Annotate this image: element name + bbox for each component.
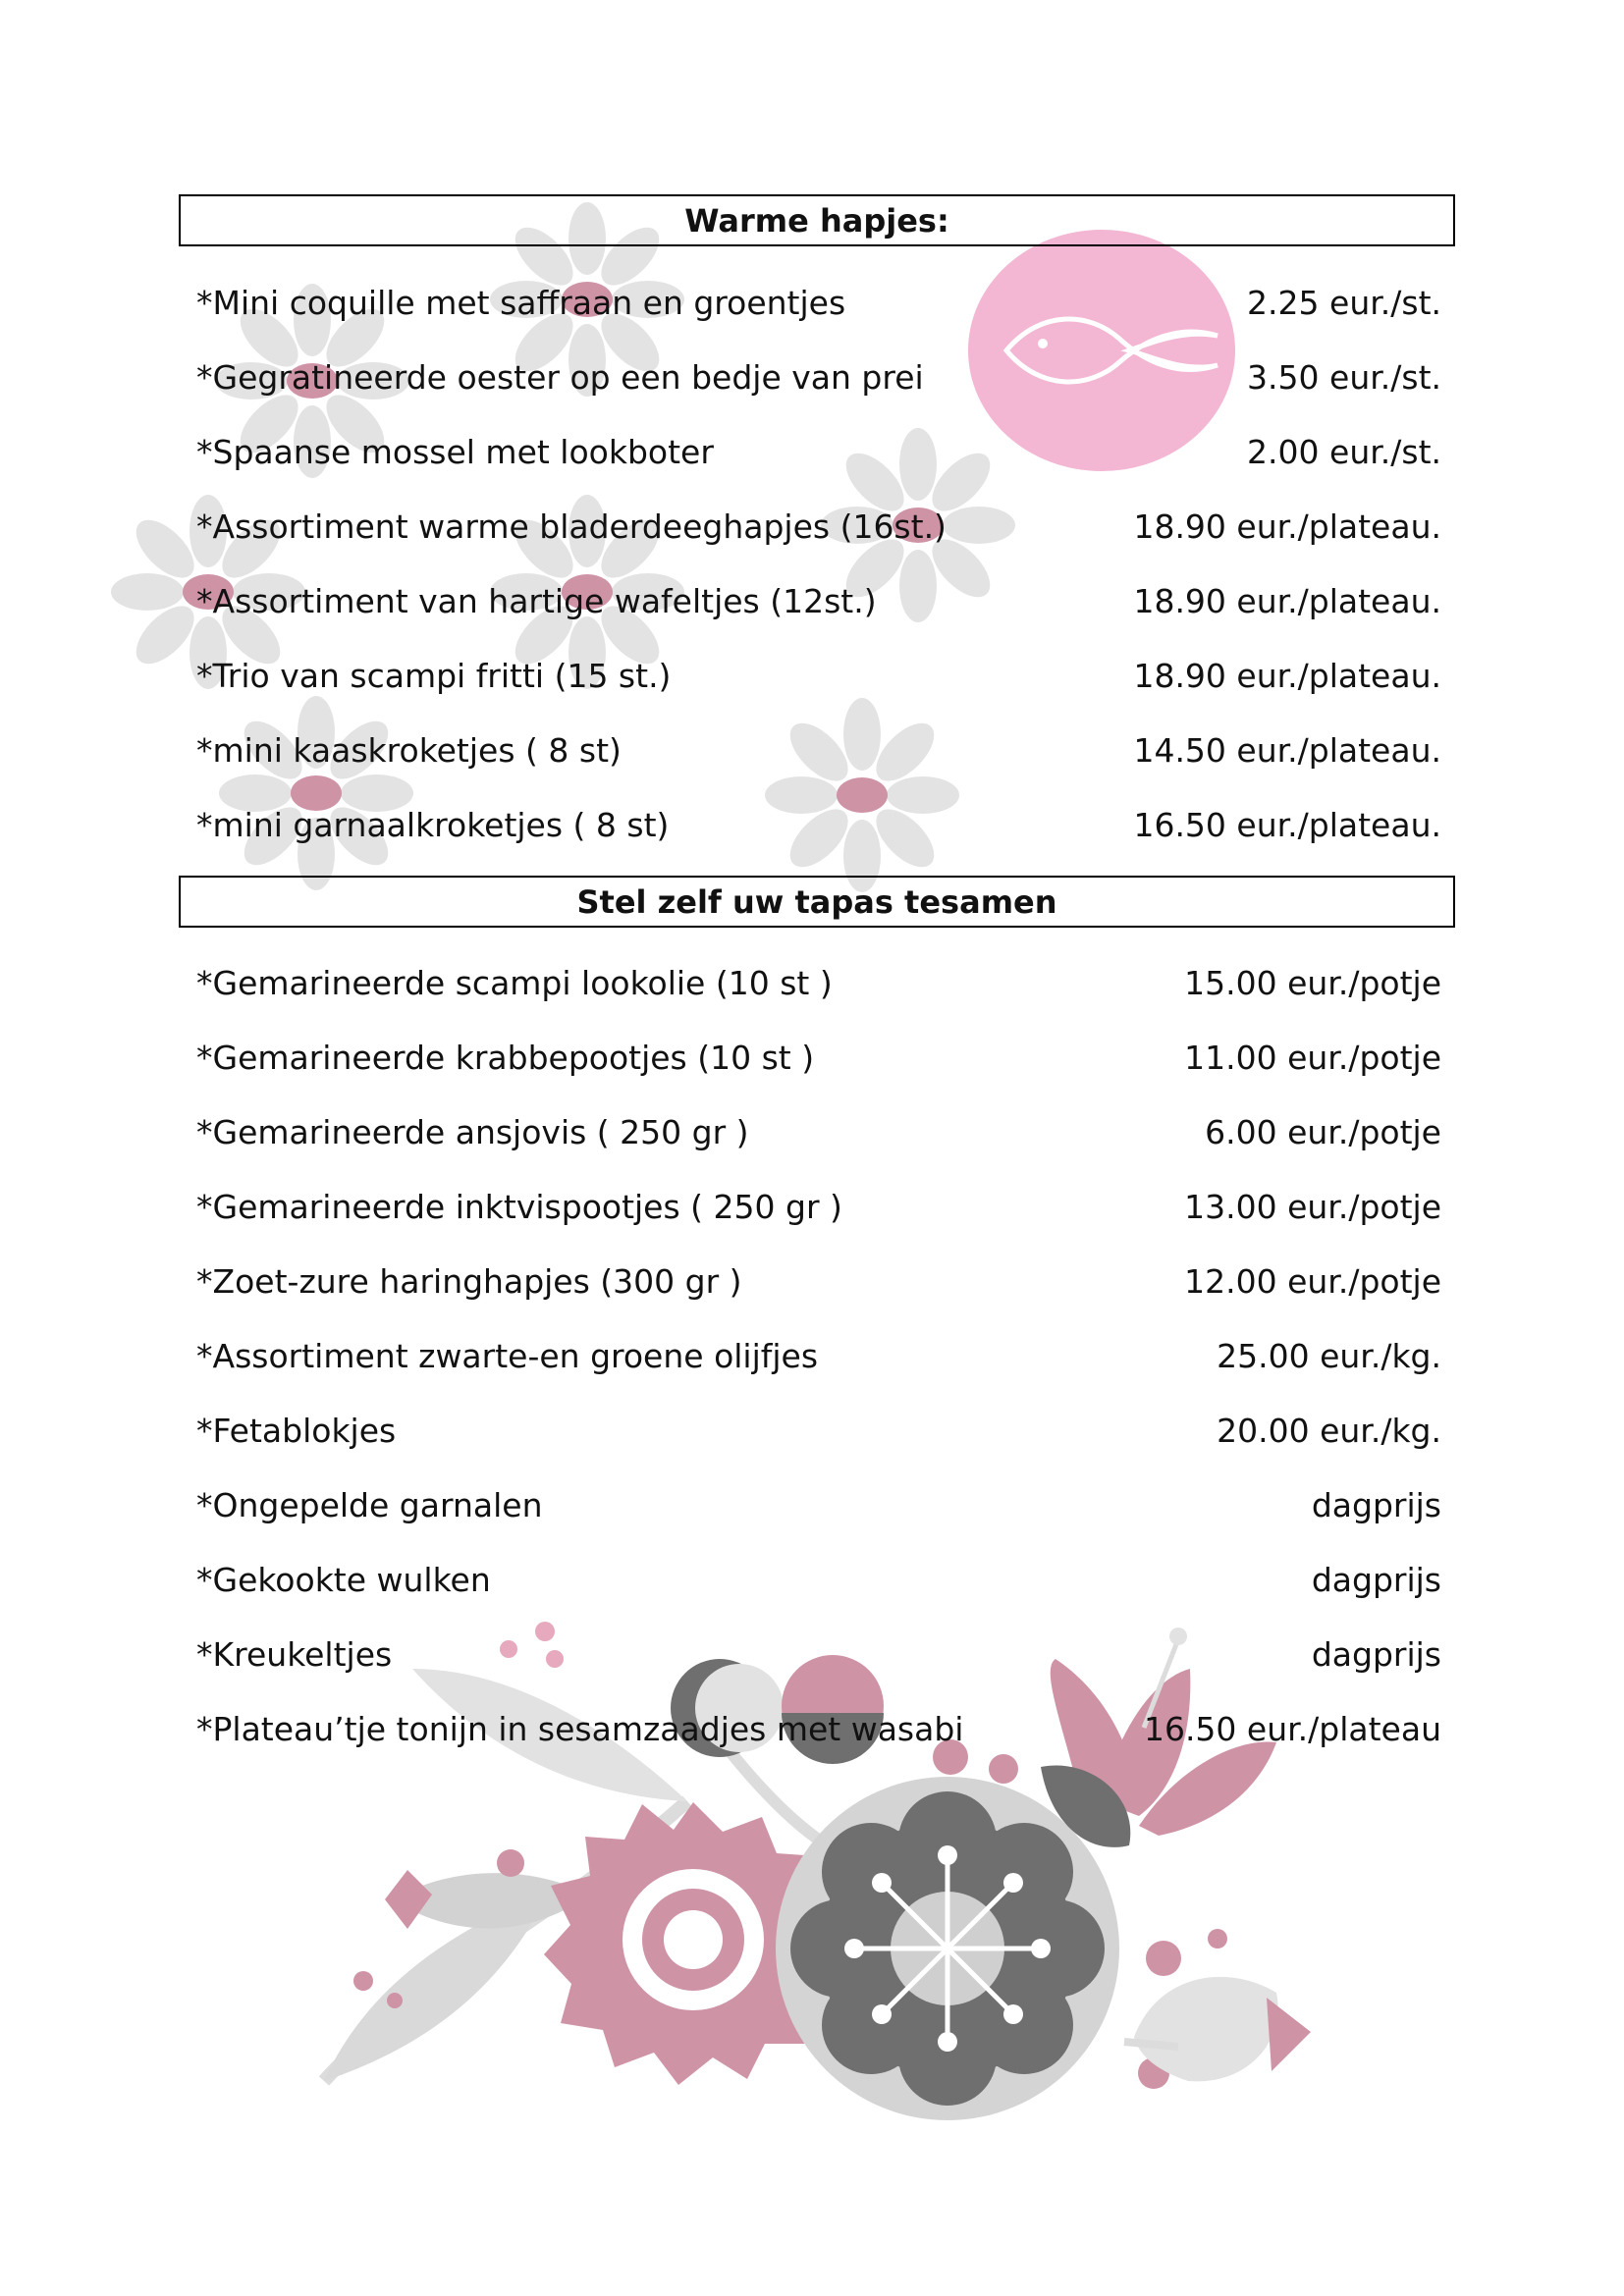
section-title-tapas: Stel zelf uw tapas tesamen [179, 876, 1455, 928]
menu-item [196, 1332, 1441, 1379]
item-name: *Assortiment zwarte-en groene olijfjes [196, 1336, 819, 1375]
item-name: *Zoet-zure haringhapjes (300 gr ) [196, 1261, 742, 1301]
item-name: *Gemarineerde ansjovis ( 250 gr ) [196, 1112, 749, 1151]
section-title-warme-hapjes: Warme hapjes: [179, 194, 1455, 246]
item-name: *Spaanse mossel met lookboter [196, 432, 714, 471]
item-name: *Gemarineerde scampi lookolie (10 st ) [196, 963, 833, 1002]
item-name: *Gemarineerde inktvispootjes ( 250 gr ) [196, 1187, 842, 1226]
menu-item [196, 279, 1441, 326]
menu-item [196, 503, 1441, 550]
item-name: *Plateau’tje tonijn in sesamzaadjes met wasabi [196, 1709, 964, 1748]
item-name: *Gekookte wulken [196, 1560, 491, 1599]
item-price: 6.00 eur./potje [1205, 1112, 1441, 1151]
menu-item [196, 959, 1441, 1006]
item-name: *mini garnaalkroketjes ( 8 st) [196, 805, 670, 844]
item-price: 25.00 eur./kg. [1217, 1336, 1441, 1375]
item-price: 20.00 eur./kg. [1217, 1411, 1441, 1450]
item-name: *Gemarineerde krabbepootjes (10 st ) [196, 1038, 815, 1077]
item-name: *Ongepelde garnalen [196, 1485, 543, 1524]
menu-item [196, 428, 1441, 475]
menu-item [196, 726, 1441, 774]
item-price: 15.00 eur./potje [1184, 963, 1441, 1002]
menu-item [196, 1705, 1441, 1752]
menu-item [196, 1630, 1441, 1678]
item-price: dagprijs [1311, 1560, 1441, 1599]
menu-item [196, 1183, 1441, 1230]
daisy-icon [219, 696, 413, 890]
item-price: 3.50 eur./st. [1247, 357, 1441, 397]
item-name: *mini kaaskroketjes ( 8 st) [196, 730, 622, 770]
menu-item [196, 353, 1441, 400]
item-name: *Gegratineerde oester op een bedje van prei [196, 357, 924, 397]
item-name: *Fetablokjes [196, 1411, 397, 1450]
item-price: dagprijs [1311, 1634, 1441, 1674]
item-price: 18.90 eur./plateau. [1133, 656, 1441, 695]
item-name: *Kreukeltjes [196, 1634, 393, 1674]
menu-item [196, 1108, 1441, 1155]
item-name: *Trio van scampi fritti (15 st.) [196, 656, 672, 695]
item-price: 2.00 eur./st. [1247, 432, 1441, 471]
item-price: 2.25 eur./st. [1247, 283, 1441, 322]
item-price: 12.00 eur./potje [1184, 1261, 1441, 1301]
item-price: 11.00 eur./potje [1184, 1038, 1441, 1077]
menu-item [196, 1556, 1441, 1603]
menu-item [196, 1481, 1441, 1528]
menu-item [196, 577, 1441, 624]
item-price: 16.50 eur./plateau. [1133, 805, 1441, 844]
flower-bouquet-illustration [324, 1622, 1311, 2120]
item-price: 14.50 eur./plateau. [1133, 730, 1441, 770]
item-price: 13.00 eur./potje [1184, 1187, 1441, 1226]
menu-item [196, 801, 1441, 848]
item-name: *Mini coquille met saffraan en groentjes [196, 283, 846, 322]
item-name: *Assortiment warme bladerdeeghapjes (16st.) [196, 507, 947, 546]
item-price: 18.90 eur./plateau. [1133, 581, 1441, 620]
item-price: 18.90 eur./plateau. [1133, 507, 1441, 546]
item-name: *Assortiment van hartige wafeltjes (12st.) [196, 581, 877, 620]
menu-item [196, 1034, 1441, 1081]
item-price: 16.50 eur./plateau [1143, 1709, 1441, 1748]
item-price: dagprijs [1311, 1485, 1441, 1524]
menu-item [196, 652, 1441, 699]
menu-item [196, 1407, 1441, 1454]
menu-item [196, 1257, 1441, 1305]
